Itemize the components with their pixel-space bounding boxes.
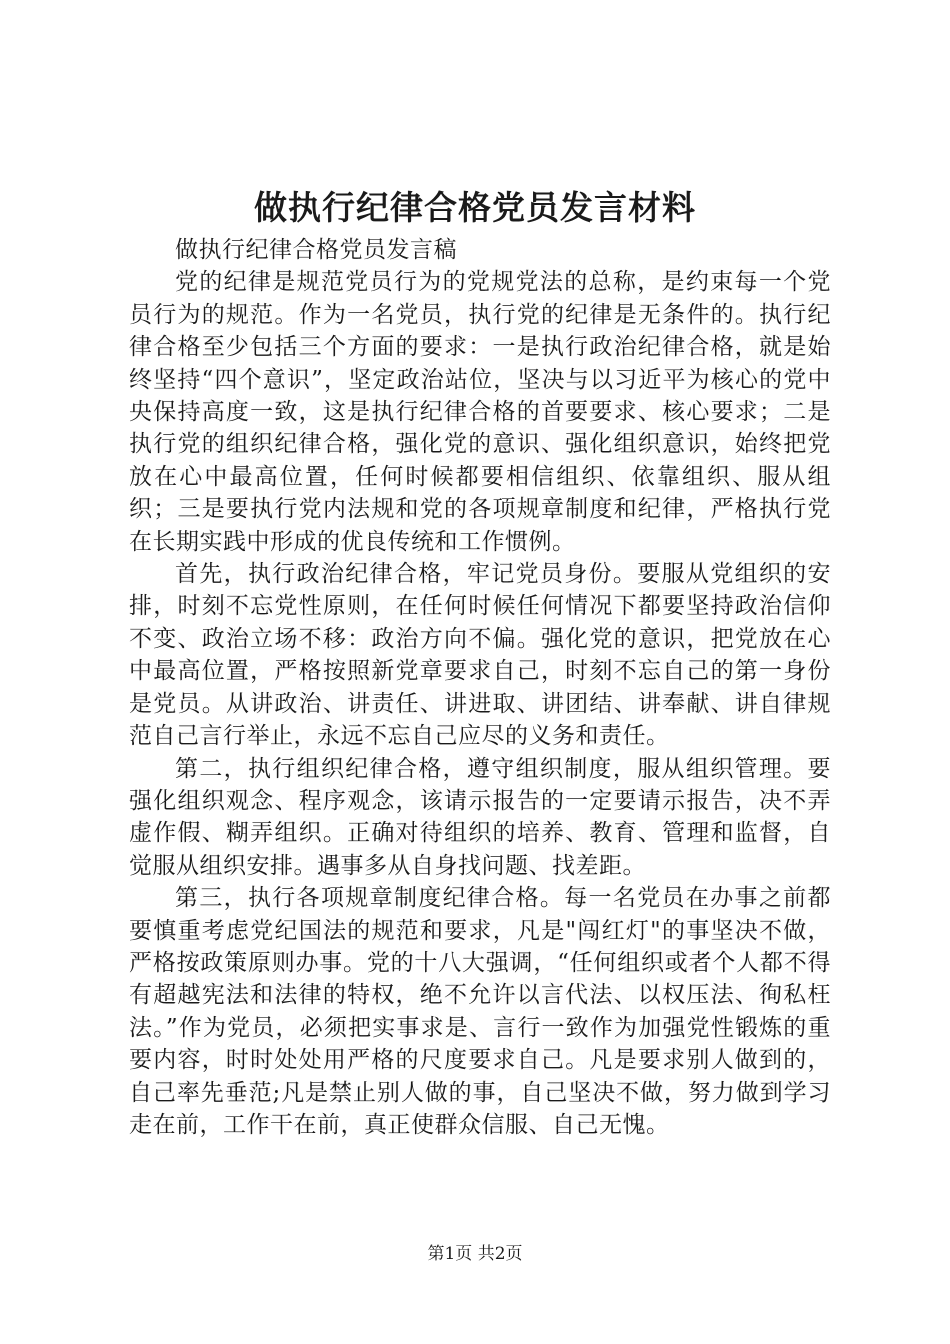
- paragraph-third-point: 第三，执行各项规章制度纪律合格。每一名党员在办事之前都要慎重考虑党纪国法的规范和要求，凡是"闯红灯"的事坚决不做，严格按政策原则办事。党的十八大强调，“任何组织或者个人都不得有超越宪法和法律的特权，绝不允许以言代法、以权压法、徇私枉法。”作为党员，必须把实事求是、言行一致作为加强党性锻炼的重要内容，时时处处用严格的尺度要求自己。凡是要求别人做到的，自己率先垂范;凡是禁止别人做的事，自己坚决不做，努力做到学习走在前，工作干在前，真正使群众信服、自己无愧。: [129, 885, 831, 1138]
- paragraph-intro: 党的纪律是规范党员行为的党规党法的总称，是约束每一个党员行为的规范。作为一名党员，执行党的纪律是无条件的。执行纪律合格至少包括三个方面的要求：一是执行政治纪律合格，就是始终坚持“四个意识”，坚定政治站位，坚决与以习近平为核心的党中央保持高度一致，这是执行纪律合格的首要要求、核心要求；二是执行党的组织纪律合格，强化党的意识、强化组织意识，始终把党放在心中最高位置，任何时候都要相信组织、依靠组织、服从组织；三是要执行党内法规和党的各项规章制度和纪律，严格执行党在长期实践中形成的优良传统和工作惯例。: [129, 269, 831, 555]
- document-body: [129, 234, 831, 1141]
- page-number-footer: 第1页 共2页: [427, 1244, 523, 1264]
- paragraph-second-point: 第二，执行组织纪律合格，遵守组织制度，服从组织管理。要强化组织观念、程序观念，该请示报告的一定要请示报告，决不弄虚作假、糊弄组织。正确对待组织的培养、教育、管理和监督，自觉服从组织安排。遇事多从自身找问题、找差距。: [129, 755, 831, 879]
- paragraph-subtitle: 做执行纪律合格党员发言稿: [175, 237, 457, 263]
- paragraph-first-point: 首先，执行政治纪律合格，牢记党员身份。要服从党组织的安排，时刻不忘党性原则，在任何时候任何情况下都要坚持政治信仰不变、政治立场不移：政治方向不偏。强化党的意识，把党放在心中最高位置，严格按照新党章要求自己，时刻不忘自己的第一身份是党员。从讲政治、讲责任、讲进取、讲团结、讲奉献、讲自律规范自己言行举止，永远不忘自己应尽的义务和责任。: [129, 561, 831, 750]
- document-title: 做执行纪律合格党员发言材料: [254, 188, 696, 227]
